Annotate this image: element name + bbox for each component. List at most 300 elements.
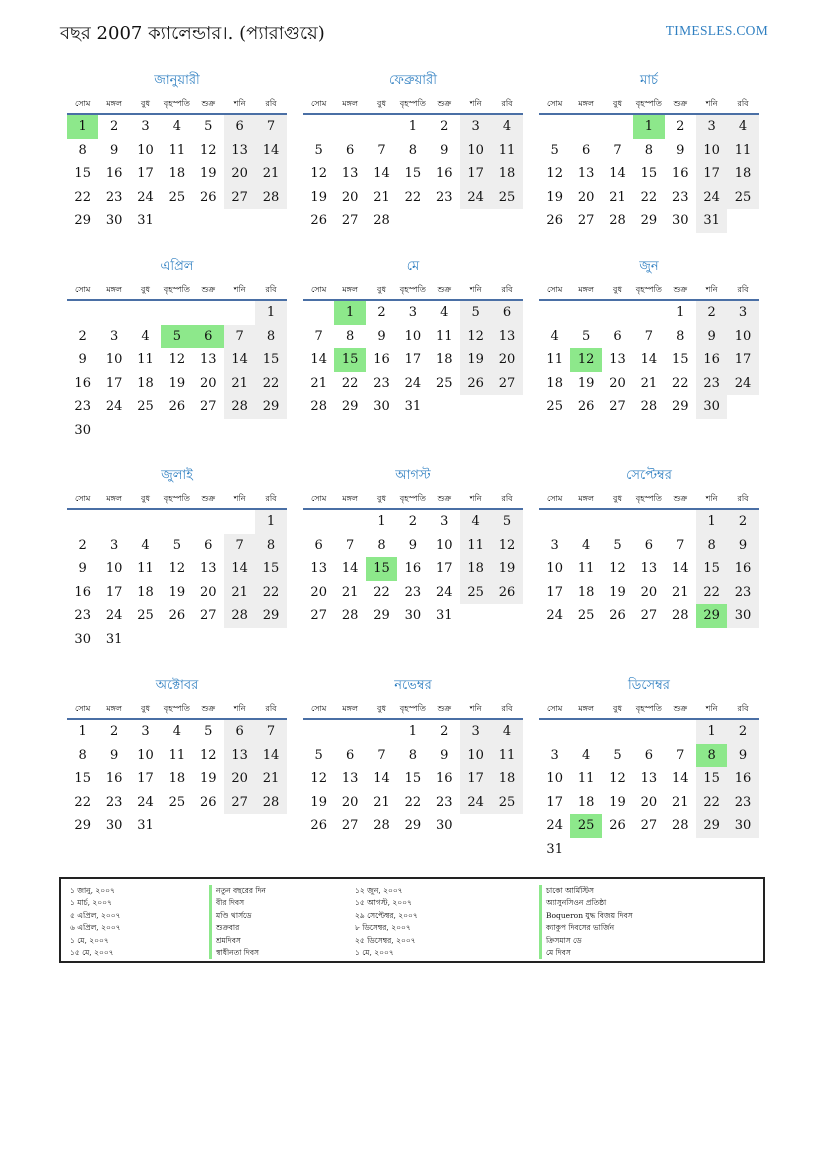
day-cell[interactable]: 22 xyxy=(74,794,91,810)
day-cell[interactable]: 9 xyxy=(727,744,758,768)
day-cell[interactable]: 21 xyxy=(310,375,327,391)
day-cell[interactable]: 4 xyxy=(550,328,559,344)
day-cell[interactable]: 5 xyxy=(491,510,522,534)
day-cell[interactable]: 12 xyxy=(310,771,327,786)
day-cell[interactable]: 13 xyxy=(640,771,658,786)
day-cell[interactable]: 3 xyxy=(408,305,417,320)
day-cell[interactable]: 15 xyxy=(255,557,286,581)
day-cell[interactable]: 21 xyxy=(671,584,689,600)
day-cell[interactable]: 8 xyxy=(255,325,286,349)
day-cell[interactable]: 28 xyxy=(671,818,689,833)
day-cell[interactable]: 15 xyxy=(366,557,397,581)
day-cell[interactable]: 13 xyxy=(224,139,255,163)
day-cell[interactable]: 7 xyxy=(255,720,286,744)
day-cell[interactable]: 30 xyxy=(727,604,758,628)
day-cell[interactable]: 8 xyxy=(408,747,417,763)
day-cell[interactable]: 20 xyxy=(224,767,255,791)
day-cell[interactable]: 11 xyxy=(168,747,186,763)
day-cell[interactable]: 6 xyxy=(224,115,255,139)
day-cell[interactable]: 2 xyxy=(676,119,685,134)
day-cell[interactable]: 2 xyxy=(727,510,758,534)
day-cell[interactable]: 19 xyxy=(199,771,217,786)
day-cell[interactable]: 12 xyxy=(310,166,327,181)
day-cell[interactable]: 21 xyxy=(373,794,390,810)
day-cell[interactable]: 17 xyxy=(460,162,491,186)
day-cell[interactable]: 31 xyxy=(435,608,453,623)
day-cell[interactable]: 19 xyxy=(546,189,563,205)
day-cell[interactable]: 2 xyxy=(78,537,87,553)
day-cell[interactable]: 24 xyxy=(435,584,453,600)
day-cell[interactable]: 1 xyxy=(255,301,286,325)
day-cell[interactable]: 9 xyxy=(440,747,449,763)
day-cell[interactable]: 7 xyxy=(377,747,386,763)
day-cell[interactable]: 30 xyxy=(435,818,453,833)
day-cell[interactable]: 17 xyxy=(727,348,758,372)
day-cell[interactable]: 4 xyxy=(440,305,449,320)
day-cell[interactable]: 19 xyxy=(199,166,217,181)
day-cell[interactable]: 16 xyxy=(727,557,758,581)
day-cell[interactable]: 4 xyxy=(172,119,181,134)
day-cell[interactable]: 20 xyxy=(199,375,217,391)
day-cell[interactable]: 18 xyxy=(435,352,453,367)
day-cell[interactable]: 12 xyxy=(199,142,217,158)
day-cell[interactable]: 22 xyxy=(404,189,422,205)
day-cell[interactable]: 5 xyxy=(460,301,491,325)
day-cell[interactable]: 15 xyxy=(404,166,422,181)
day-cell[interactable]: 18 xyxy=(460,557,491,581)
day-cell[interactable]: 15 xyxy=(255,348,286,372)
day-cell[interactable]: 26 xyxy=(310,818,327,833)
day-cell[interactable]: 5 xyxy=(314,747,323,763)
day-cell[interactable]: 3 xyxy=(109,537,119,553)
day-cell[interactable]: 31 xyxy=(137,213,154,228)
day-cell[interactable]: 17 xyxy=(546,584,563,600)
day-cell[interactable]: 18 xyxy=(546,375,563,391)
day-cell[interactable]: 26 xyxy=(460,372,491,396)
day-cell[interactable]: 28 xyxy=(609,213,626,228)
day-cell[interactable]: 9 xyxy=(440,142,449,158)
day-cell[interactable]: 2 xyxy=(440,724,449,739)
day-cell[interactable]: 29 xyxy=(404,818,422,833)
day-cell[interactable]: 27 xyxy=(640,608,658,623)
day-cell[interactable]: 8 xyxy=(644,142,653,158)
day-cell[interactable]: 28 xyxy=(310,399,327,414)
day-cell[interactable]: 5 xyxy=(613,747,622,763)
day-cell[interactable]: 6 xyxy=(644,747,653,763)
day-cell[interactable]: 31 xyxy=(546,841,563,857)
day-cell[interactable]: 21 xyxy=(373,189,390,205)
day-cell[interactable]: 21 xyxy=(640,375,658,391)
day-cell[interactable]: 25 xyxy=(491,791,522,815)
day-cell[interactable]: 2 xyxy=(78,328,87,344)
day-cell[interactable]: 14 xyxy=(671,561,689,576)
day-cell[interactable]: 25 xyxy=(137,608,154,623)
day-cell[interactable]: 7 xyxy=(255,115,286,139)
day-cell[interactable]: 21 xyxy=(341,584,359,600)
day-cell[interactable]: 2 xyxy=(109,119,119,134)
day-cell[interactable]: 23 xyxy=(74,608,91,623)
day-cell[interactable]: 6 xyxy=(491,301,522,325)
day-cell[interactable]: 3 xyxy=(141,724,150,739)
day-cell[interactable]: 24 xyxy=(546,608,563,623)
day-cell[interactable]: 31 xyxy=(696,209,727,233)
day-cell[interactable]: 28 xyxy=(255,186,286,210)
day-cell[interactable]: 30 xyxy=(727,814,758,838)
day-cell[interactable]: 11 xyxy=(168,142,186,158)
day-cell[interactable]: 14 xyxy=(671,771,689,786)
day-cell[interactable]: 19 xyxy=(609,584,626,600)
day-cell[interactable]: 29 xyxy=(696,604,727,628)
day-cell[interactable]: 28 xyxy=(373,818,390,833)
day-cell[interactable]: 9 xyxy=(377,328,386,344)
day-cell[interactable]: 3 xyxy=(440,514,449,529)
day-cell[interactable]: 1 xyxy=(633,115,664,139)
day-cell[interactable]: 6 xyxy=(314,537,323,553)
day-cell[interactable]: 7 xyxy=(345,537,355,553)
day-cell[interactable]: 27 xyxy=(310,608,327,623)
day-cell[interactable]: 27 xyxy=(341,818,359,833)
day-cell[interactable]: 8 xyxy=(345,328,355,344)
day-cell[interactable]: 15 xyxy=(334,348,365,372)
day-cell[interactable]: 30 xyxy=(671,213,689,228)
day-cell[interactable]: 29 xyxy=(74,818,91,833)
day-cell[interactable]: 10 xyxy=(435,537,453,553)
day-cell[interactable]: 16 xyxy=(74,375,91,391)
day-cell[interactable]: 16 xyxy=(105,771,123,786)
day-cell[interactable]: 19 xyxy=(168,584,186,600)
day-cell[interactable]: 10 xyxy=(460,139,491,163)
day-cell[interactable]: 28 xyxy=(341,608,359,623)
day-cell[interactable]: 22 xyxy=(255,372,286,396)
day-cell[interactable]: 22 xyxy=(696,791,727,815)
day-cell[interactable]: 13 xyxy=(640,561,658,576)
day-cell[interactable]: 2 xyxy=(727,720,758,744)
day-cell[interactable]: 24 xyxy=(727,372,758,396)
day-cell[interactable]: 20 xyxy=(640,584,658,600)
day-cell[interactable]: 21 xyxy=(255,162,286,186)
day-cell[interactable]: 23 xyxy=(696,372,727,396)
day-cell[interactable]: 13 xyxy=(224,744,255,768)
day-cell[interactable]: 30 xyxy=(74,422,91,438)
day-cell[interactable]: 29 xyxy=(255,395,286,419)
day-cell[interactable]: 13 xyxy=(609,352,626,367)
day-cell[interactable]: 8 xyxy=(696,534,727,558)
day-cell[interactable]: 19 xyxy=(609,794,626,810)
day-cell[interactable]: 12 xyxy=(199,747,217,763)
day-cell[interactable]: 23 xyxy=(105,189,123,205)
day-cell[interactable]: 14 xyxy=(373,166,390,181)
day-cell[interactable]: 12 xyxy=(609,771,626,786)
day-cell[interactable]: 6 xyxy=(345,142,355,158)
day-cell[interactable]: 5 xyxy=(550,142,559,158)
day-cell[interactable]: 25 xyxy=(577,608,595,623)
day-cell[interactable]: 23 xyxy=(727,791,758,815)
day-cell[interactable]: 9 xyxy=(109,142,119,158)
day-cell[interactable]: 11 xyxy=(577,771,595,786)
day-cell[interactable]: 8 xyxy=(78,747,87,763)
day-cell[interactable]: 20 xyxy=(224,162,255,186)
day-cell[interactable]: 16 xyxy=(671,166,689,181)
day-cell[interactable]: 3 xyxy=(550,537,559,553)
day-cell[interactable]: 21 xyxy=(224,372,255,396)
day-cell[interactable]: 7 xyxy=(644,328,653,344)
day-cell[interactable]: 15 xyxy=(74,771,91,786)
day-cell[interactable]: 14 xyxy=(255,139,286,163)
day-cell[interactable]: 16 xyxy=(105,166,123,181)
day-cell[interactable]: 3 xyxy=(109,328,119,344)
day-cell[interactable]: 7 xyxy=(676,537,685,553)
day-cell[interactable]: 9 xyxy=(78,352,87,367)
day-cell[interactable]: 20 xyxy=(341,189,359,205)
day-cell[interactable]: 20 xyxy=(310,584,327,600)
day-cell[interactable]: 4 xyxy=(460,510,491,534)
day-cell[interactable]: 28 xyxy=(224,395,255,419)
day-cell[interactable]: 2 xyxy=(440,119,449,134)
day-cell[interactable]: 18 xyxy=(137,375,154,391)
day-cell[interactable]: 18 xyxy=(491,162,522,186)
day-cell[interactable]: 17 xyxy=(137,771,154,786)
day-cell[interactable]: 9 xyxy=(109,747,119,763)
day-cell[interactable]: 4 xyxy=(581,537,591,553)
day-cell[interactable]: 26 xyxy=(168,608,186,623)
day-cell[interactable]: 19 xyxy=(460,348,491,372)
day-cell[interactable]: 28 xyxy=(671,608,689,623)
day-cell[interactable]: 18 xyxy=(137,584,154,600)
day-cell[interactable]: 15 xyxy=(640,166,658,181)
day-cell[interactable]: 27 xyxy=(640,818,658,833)
day-cell[interactable]: 8 xyxy=(377,537,386,553)
day-cell[interactable]: 18 xyxy=(577,584,595,600)
day-cell[interactable]: 28 xyxy=(373,213,390,228)
day-cell[interactable]: 4 xyxy=(491,720,522,744)
day-cell[interactable]: 26 xyxy=(168,399,186,414)
day-cell[interactable]: 3 xyxy=(460,115,491,139)
day-cell[interactable]: 19 xyxy=(491,557,522,581)
day-cell[interactable]: 2 xyxy=(377,305,386,320)
day-cell[interactable]: 12 xyxy=(168,352,186,367)
day-cell[interactable]: 3 xyxy=(550,747,559,763)
day-cell[interactable]: 3 xyxy=(141,119,150,134)
day-cell[interactable]: 6 xyxy=(345,747,355,763)
day-cell[interactable]: 7 xyxy=(314,328,323,344)
day-cell[interactable]: 17 xyxy=(105,375,123,391)
day-cell[interactable]: 16 xyxy=(696,348,727,372)
day-cell[interactable]: 6 xyxy=(613,328,622,344)
day-cell[interactable]: 10 xyxy=(727,325,758,349)
day-cell[interactable]: 16 xyxy=(373,352,390,367)
day-cell[interactable]: 29 xyxy=(255,604,286,628)
day-cell[interactable]: 4 xyxy=(581,747,591,763)
day-cell[interactable]: 13 xyxy=(341,166,359,181)
day-cell[interactable]: 31 xyxy=(105,631,123,647)
day-cell[interactable]: 13 xyxy=(310,561,327,576)
day-cell[interactable]: 29 xyxy=(373,608,390,623)
day-cell[interactable]: 14 xyxy=(255,744,286,768)
day-cell[interactable]: 5 xyxy=(581,328,591,344)
day-cell[interactable]: 19 xyxy=(310,189,327,205)
day-cell[interactable]: 22 xyxy=(255,581,286,605)
day-cell[interactable]: 25 xyxy=(435,375,453,391)
day-cell[interactable]: 7 xyxy=(613,142,622,158)
day-cell[interactable]: 14 xyxy=(609,166,626,181)
day-cell[interactable]: 5 xyxy=(161,325,192,349)
day-cell[interactable]: 1 xyxy=(696,510,727,534)
day-cell[interactable]: 4 xyxy=(727,115,758,139)
day-cell[interactable]: 18 xyxy=(577,794,595,810)
day-cell[interactable]: 24 xyxy=(546,818,563,833)
day-cell[interactable]: 15 xyxy=(74,166,91,181)
day-cell[interactable]: 23 xyxy=(727,581,758,605)
day-cell[interactable]: 11 xyxy=(460,534,491,558)
day-cell[interactable]: 20 xyxy=(491,348,522,372)
day-cell[interactable]: 29 xyxy=(74,213,91,228)
day-cell[interactable]: 7 xyxy=(377,142,386,158)
day-cell[interactable]: 20 xyxy=(640,794,658,810)
day-cell[interactable]: 11 xyxy=(577,561,595,576)
day-cell[interactable]: 23 xyxy=(435,794,453,810)
day-cell[interactable]: 29 xyxy=(341,399,359,414)
day-cell[interactable]: 13 xyxy=(577,166,595,181)
day-cell[interactable]: 27 xyxy=(341,213,359,228)
day-cell[interactable]: 5 xyxy=(314,142,323,158)
day-cell[interactable]: 6 xyxy=(224,720,255,744)
day-cell[interactable]: 26 xyxy=(491,581,522,605)
day-cell[interactable]: 23 xyxy=(105,794,123,810)
day-cell[interactable]: 25 xyxy=(570,814,601,838)
day-cell[interactable]: 23 xyxy=(435,189,453,205)
day-cell[interactable]: 10 xyxy=(137,747,154,763)
day-cell[interactable]: 4 xyxy=(172,724,181,739)
day-cell[interactable]: 10 xyxy=(546,771,563,786)
day-cell[interactable]: 28 xyxy=(224,604,255,628)
day-cell[interactable]: 1 xyxy=(377,514,386,529)
day-cell[interactable]: 11 xyxy=(546,352,563,367)
day-cell[interactable]: 10 xyxy=(105,561,123,576)
day-cell[interactable]: 14 xyxy=(224,557,255,581)
day-cell[interactable]: 9 xyxy=(78,561,87,576)
day-cell[interactable]: 30 xyxy=(74,631,91,647)
day-cell[interactable]: 14 xyxy=(640,352,658,367)
day-cell[interactable]: 17 xyxy=(404,352,422,367)
day-cell[interactable]: 10 xyxy=(546,561,563,576)
day-cell[interactable]: 25 xyxy=(491,186,522,210)
day-cell[interactable]: 7 xyxy=(676,747,685,763)
day-cell[interactable]: 1 xyxy=(255,510,286,534)
day-cell[interactable]: 30 xyxy=(696,395,727,419)
day-cell[interactable]: 15 xyxy=(671,352,689,367)
day-cell[interactable]: 30 xyxy=(404,608,422,623)
day-cell[interactable]: 12 xyxy=(570,348,601,372)
day-cell[interactable]: 5 xyxy=(172,537,181,553)
day-cell[interactable]: 17 xyxy=(137,166,154,181)
day-cell[interactable]: 4 xyxy=(141,537,150,553)
day-cell[interactable]: 1 xyxy=(334,301,365,325)
day-cell[interactable]: 19 xyxy=(577,375,595,391)
day-cell[interactable]: 26 xyxy=(199,189,217,205)
day-cell[interactable]: 20 xyxy=(577,189,595,205)
day-cell[interactable]: 7 xyxy=(224,534,255,558)
day-cell[interactable]: 25 xyxy=(168,189,186,205)
day-cell[interactable]: 1 xyxy=(67,115,98,139)
day-cell[interactable]: 30 xyxy=(105,818,123,833)
day-cell[interactable]: 19 xyxy=(168,375,186,391)
day-cell[interactable]: 24 xyxy=(105,399,123,414)
day-cell[interactable]: 14 xyxy=(341,561,359,576)
day-cell[interactable]: 27 xyxy=(199,608,217,623)
brand-logo[interactable]: TIMESLES.COM xyxy=(665,23,768,38)
day-cell[interactable]: 30 xyxy=(105,213,123,228)
day-cell[interactable]: 28 xyxy=(255,791,286,815)
day-cell[interactable]: 16 xyxy=(74,584,91,600)
day-cell[interactable]: 30 xyxy=(373,399,390,414)
day-cell[interactable]: 18 xyxy=(168,771,186,786)
day-cell[interactable]: 16 xyxy=(435,771,453,786)
day-cell[interactable]: 11 xyxy=(435,328,453,344)
day-cell[interactable]: 9 xyxy=(727,534,758,558)
day-cell[interactable]: 22 xyxy=(640,189,658,205)
day-cell[interactable]: 6 xyxy=(193,325,224,349)
day-cell[interactable]: 27 xyxy=(224,791,255,815)
day-cell[interactable]: 21 xyxy=(609,189,626,205)
day-cell[interactable]: 18 xyxy=(491,767,522,791)
day-cell[interactable]: 21 xyxy=(671,794,689,810)
day-cell[interactable]: 20 xyxy=(609,375,626,391)
day-cell[interactable]: 29 xyxy=(671,399,689,414)
day-cell[interactable]: 21 xyxy=(224,581,255,605)
day-cell[interactable]: 9 xyxy=(696,325,727,349)
day-cell[interactable]: 24 xyxy=(105,608,123,623)
day-cell[interactable]: 15 xyxy=(696,557,727,581)
day-cell[interactable]: 26 xyxy=(546,213,563,228)
day-cell[interactable]: 14 xyxy=(224,348,255,372)
day-cell[interactable]: 1 xyxy=(676,305,685,320)
day-cell[interactable]: 23 xyxy=(373,375,390,391)
day-cell[interactable]: 25 xyxy=(168,794,186,810)
day-cell[interactable]: 26 xyxy=(199,794,217,810)
day-cell[interactable]: 22 xyxy=(373,584,390,600)
day-cell[interactable]: 9 xyxy=(676,142,685,158)
day-cell[interactable]: 24 xyxy=(137,794,154,810)
day-cell[interactable]: 28 xyxy=(640,399,658,414)
day-cell[interactable]: 3 xyxy=(696,115,727,139)
day-cell[interactable]: 9 xyxy=(408,537,417,553)
day-cell[interactable]: 13 xyxy=(341,771,359,786)
day-cell[interactable]: 17 xyxy=(696,162,727,186)
day-cell[interactable]: 15 xyxy=(696,767,727,791)
day-cell[interactable]: 7 xyxy=(224,325,255,349)
day-cell[interactable]: 24 xyxy=(460,791,491,815)
day-cell[interactable]: 27 xyxy=(577,213,595,228)
day-cell[interactable]: 14 xyxy=(310,352,327,367)
day-cell[interactable]: 6 xyxy=(581,142,591,158)
day-cell[interactable]: 8 xyxy=(408,142,417,158)
day-cell[interactable]: 21 xyxy=(255,767,286,791)
day-cell[interactable]: 22 xyxy=(404,794,422,810)
day-cell[interactable]: 26 xyxy=(609,608,626,623)
day-cell[interactable]: 27 xyxy=(224,186,255,210)
day-cell[interactable]: 12 xyxy=(491,534,522,558)
day-cell[interactable]: 25 xyxy=(460,581,491,605)
day-cell[interactable]: 12 xyxy=(609,561,626,576)
day-cell[interactable]: 17 xyxy=(105,584,123,600)
day-cell[interactable]: 5 xyxy=(204,119,213,134)
day-cell[interactable]: 22 xyxy=(671,375,689,391)
day-cell[interactable]: 10 xyxy=(137,142,154,158)
day-cell[interactable]: 26 xyxy=(609,818,626,833)
day-cell[interactable]: 17 xyxy=(460,767,491,791)
day-cell[interactable]: 16 xyxy=(404,561,422,576)
day-cell[interactable]: 11 xyxy=(491,744,522,768)
